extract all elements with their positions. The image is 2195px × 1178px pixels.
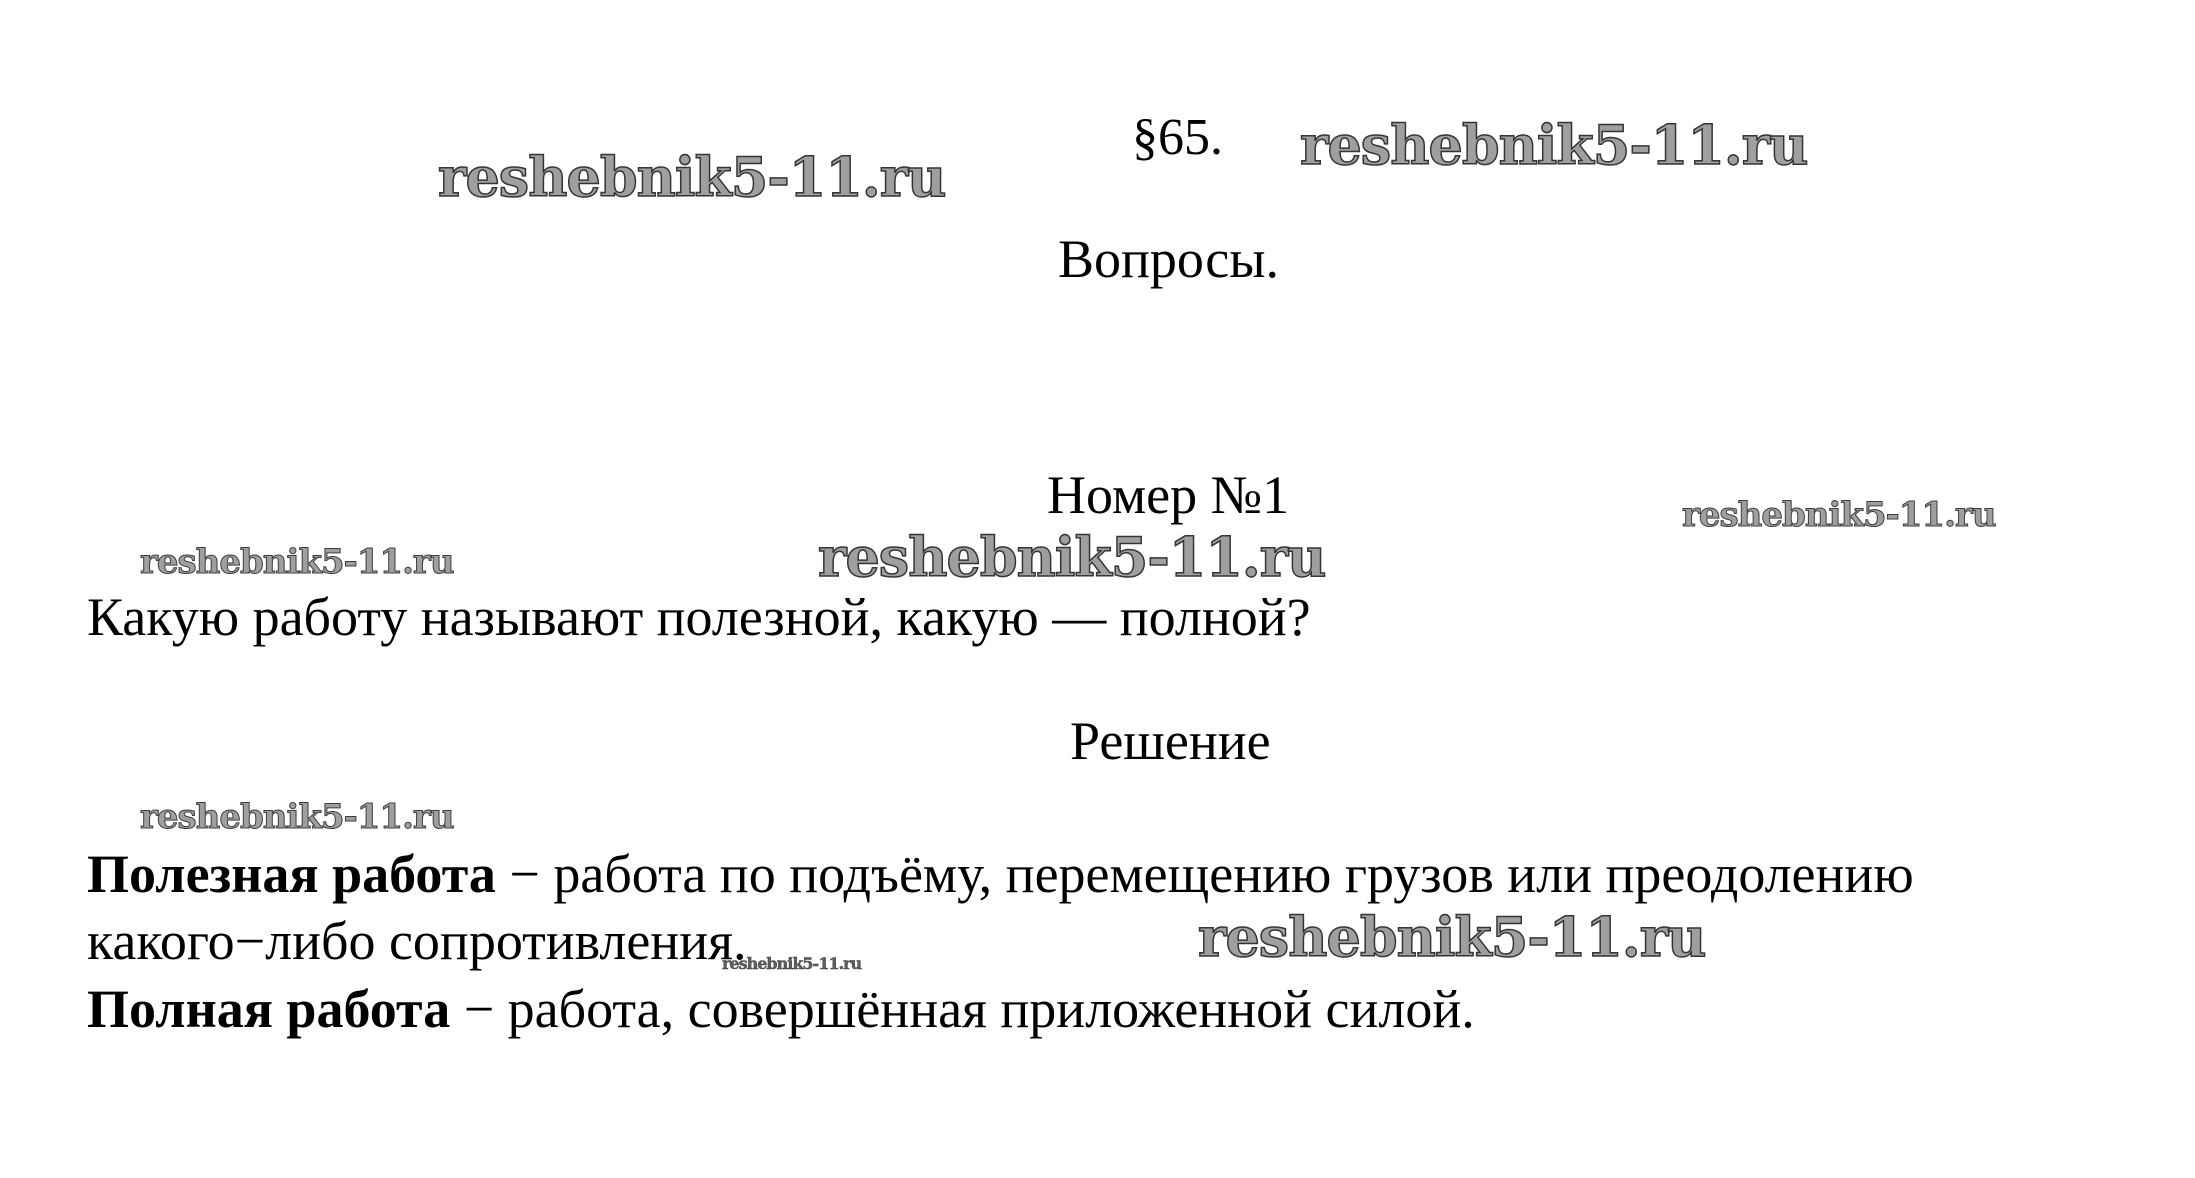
section-title: §65. <box>1132 109 1223 166</box>
watermark: reshebnik5-11.ru <box>722 954 862 973</box>
useful-work-line-continued <box>87 911 747 971</box>
questions-heading: Вопросы. <box>1058 229 1280 289</box>
full-work-term: Полная работа <box>87 979 451 1039</box>
full-work-definition: − работа, совершённая приложенной силой. <box>450 979 1475 1039</box>
watermark: reshebnik5-11.ru <box>818 525 1326 589</box>
problem-question: Какую работу называют полезной, какую — полной? <box>87 587 1311 647</box>
watermark: reshebnik5-11.ru <box>1300 113 1808 177</box>
problem-number: Номер №1 <box>1047 465 1290 525</box>
useful-work-definition-continued: какого−либо сопротивления. <box>87 911 747 971</box>
full-work-line <box>87 979 1475 1039</box>
useful-work-term: Полезная работа <box>87 844 496 904</box>
watermark: reshebnik5-11.ru <box>438 145 946 209</box>
watermark: reshebnik5-11.ru <box>1198 905 1706 969</box>
useful-work-definition: − работа по подъёму, перемещению грузов или преодолению <box>495 844 1914 904</box>
watermark: reshebnik5-11.ru <box>1682 495 1996 535</box>
solution-heading: Решение <box>1070 711 1271 771</box>
useful-work-line <box>87 844 1914 904</box>
watermark: reshebnik5-11.ru <box>140 797 454 837</box>
watermark: reshebnik5-11.ru <box>140 542 454 582</box>
